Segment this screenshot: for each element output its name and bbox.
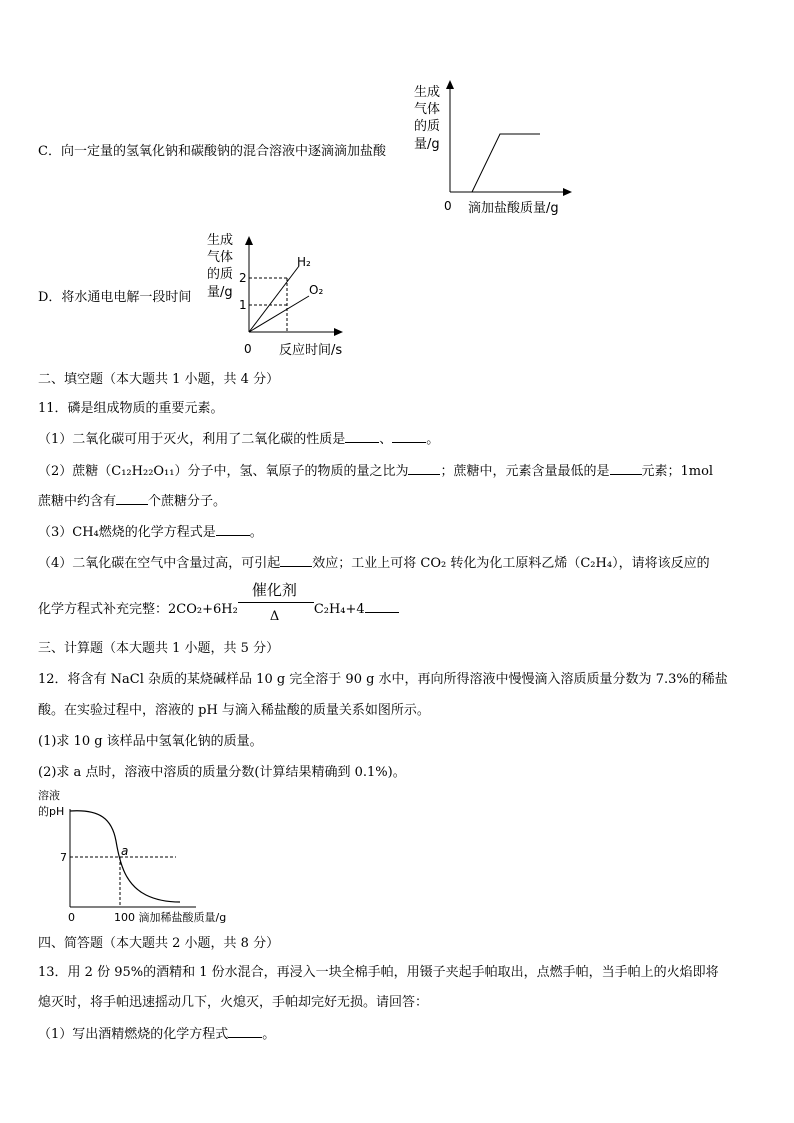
d-h2-label: H₂ [297, 255, 311, 269]
reaction-arrow-line [238, 602, 314, 603]
d-ylabel-4: 量/g [207, 285, 233, 300]
q11-stem: 11．磷是组成物质的重要元素。 [38, 401, 224, 416]
q12-sub2: (2)求 a 点时，溶液中溶质的质量分数(计算结果精确到 0.1%)。 [38, 765, 406, 780]
section-heading-fill-in: 二、填空题（本大题共 1 小题，共 4 分） [38, 372, 280, 387]
option-c-text: C．向一定量的氢氧化钠和碳酸钠的混合溶液中逐滴滴加盐酸 [38, 144, 386, 159]
c-y-arrow [446, 80, 454, 89]
q11-p3-end: 。 [249, 525, 263, 540]
q11-p1-blank1[interactable] [345, 430, 379, 443]
q11-p4-text-a: （4）二氧化碳在空气中含量过高，可引起 [38, 556, 281, 571]
option-d-text: D．将水通电电解一段时间 [38, 290, 192, 305]
q11-p2-text-a: （2）蔗糖（C₁₂H₂₂O₁₁）分子中，氢、氧原子的物质的量之比为 [38, 464, 409, 479]
d-tick-1: 1 [239, 298, 247, 312]
q11-p1-end: 。 [426, 432, 440, 447]
q11-p2-text-b: ；蔗糖中，元素含量最低的是 [440, 464, 610, 479]
q12-sub1: (1)求 10 g 该样品中氢氧化钠的质量。 [38, 734, 263, 749]
q11-p4-text-d: C₂H₄+4 [313, 602, 365, 617]
d-o2-label: O₂ [309, 283, 324, 297]
section-heading-calculation: 三、计算题（本大题共 1 小题，共 5 分） [38, 641, 280, 656]
q11-p2-text-d: 蔗糖中约含有 [38, 494, 117, 509]
q11-part2-line2 [38, 490, 226, 509]
heat-label: Δ [269, 609, 280, 624]
option-d-chart [203, 228, 363, 358]
q11-p1-sep: 、 [379, 432, 393, 447]
d-y-arrow [245, 236, 253, 245]
ph-origin: 0 [68, 911, 75, 924]
q11-p4-text-b: 效应；工业上可将 CO₂ 转化为化工原料乙烯（C₂H₄），请将该反应的 [312, 556, 710, 571]
q11-part3 [38, 521, 263, 540]
c-ylabel-4: 量/g [414, 137, 440, 152]
c-ylabel-2: 气体 [414, 102, 441, 117]
q11-p2-blank2[interactable] [610, 462, 642, 475]
q11-part2-line1 [38, 460, 713, 479]
ph-tick-7: 7 [60, 851, 67, 864]
q13-p1-text: （1）写出酒精燃烧的化学方程式 [38, 1027, 229, 1042]
section-heading-short-answer: 四、简答题（本大题共 2 小题，共 8 分） [38, 936, 280, 951]
q11-p4-blank1[interactable] [280, 554, 312, 567]
q13-line2: 熄灭时，将手帕迅速摇动几下，火熄灭，手帕却完好无损。请回答： [38, 995, 429, 1010]
q11-p1-blank2[interactable] [392, 430, 426, 443]
d-h2-line [249, 266, 299, 332]
q11-part1 [38, 428, 439, 447]
q13-p1-end: 。 [262, 1027, 276, 1042]
q11-p2-text-e: 个蔗糖分子。 [148, 494, 227, 509]
c-ylabel-1: 生成 [414, 85, 441, 100]
q11-p3-text: （3）CH₄燃烧的化学方程式是 [38, 525, 216, 540]
c-origin: 0 [444, 199, 452, 213]
q11-part4-line1 [38, 552, 710, 571]
d-ylabel-2: 气体 [207, 250, 234, 265]
q11-p2-text-c: 元素；1mol [641, 464, 714, 479]
reaction-condition [238, 581, 314, 624]
q13-p1-blank[interactable] [228, 1025, 262, 1038]
q11-part4-line2 [38, 581, 399, 624]
q11-p2-blank3[interactable] [116, 492, 148, 505]
d-ylabel-1: 生成 [207, 233, 234, 248]
q11-p2-blank1[interactable] [408, 462, 440, 475]
c-series-line [472, 134, 540, 192]
ph-ylabel-1: 溶液 [38, 789, 60, 802]
c-x-arrow [563, 188, 572, 196]
d-tick-2: 2 [239, 271, 247, 285]
catalyst-label: 催化剂 [251, 581, 297, 599]
option-c-chart [410, 78, 580, 218]
q11-p4-text-c: 化学方程式补充完整：2CO₂+6H₂ [38, 602, 238, 617]
ph-xlabel: 100 滴加稀盐酸质量/g [114, 911, 227, 924]
c-xlabel: 滴加盐酸质量/g [468, 201, 559, 216]
ph-point-a: a [121, 844, 129, 858]
q11-p1-text: （1）二氧化碳可用于灭火，利用了二氧化碳的性质是 [38, 432, 346, 447]
ph-ylabel-2: 的pH [38, 805, 65, 818]
d-xlabel: 反应时间/s [279, 343, 343, 358]
q13-part1 [38, 1023, 275, 1042]
ph-chart [36, 785, 256, 925]
q11-p3-blank[interactable] [216, 523, 250, 536]
q11-p4-blank2[interactable] [365, 600, 399, 613]
d-ylabel-3: 的质 [207, 267, 234, 282]
d-x-arrow [334, 328, 343, 336]
q12-line1: 12．将含有 NaCl 杂质的某烧碱样品 10 g 完全溶于 90 g 水中，再向所得溶液中慢慢滴入溶质质量分数为 7.3%的稀盐 [38, 672, 728, 687]
q13-line1: 13．用 2 份 95%的酒精和 1 份水混合，再浸入一块全棉手帕，用镊子夹起手帕取出，点燃手帕，当手帕上的火焰即将 [38, 965, 719, 980]
c-ylabel-3: 的质 [414, 119, 441, 134]
d-origin: 0 [244, 342, 252, 356]
d-o2-line [249, 296, 309, 332]
q12-line2: 酸。在实验过程中，溶液的 pH 与滴入稀盐酸的质量关系如图所示。 [38, 703, 430, 718]
